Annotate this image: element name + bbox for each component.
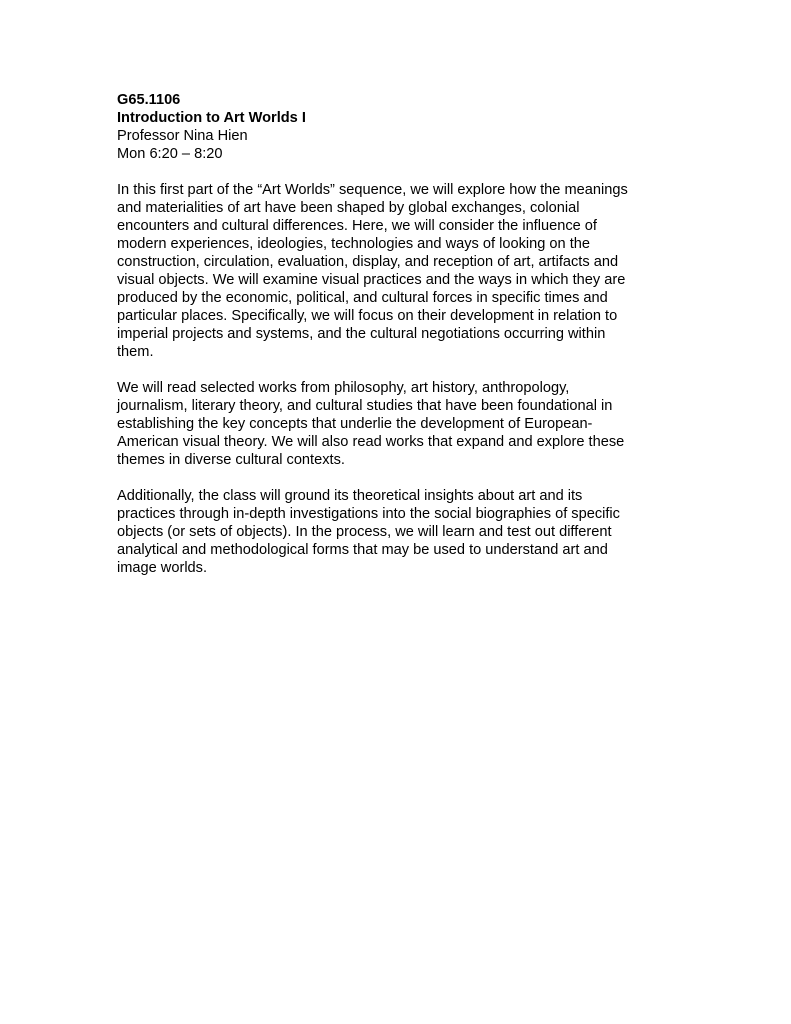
class-schedule: Mon 6:20 – 8:20 [117, 146, 223, 162]
paragraph-line: In this first part of the “Art Worlds” sequence, we will explore how the meanings [117, 182, 628, 198]
paragraph-line: encounters and cultural differences. Here, we will consider the influence of [117, 218, 597, 234]
paragraph-line: American visual theory. We will also read works that expand and explore these [117, 434, 625, 450]
paragraph-line: We will read selected works from philosophy, art history, anthropology, [117, 380, 570, 396]
paragraph-line: themes in diverse cultural contexts. [117, 452, 345, 468]
paragraph-line: objects (or sets of objects). In the process, we will learn and test out different [117, 524, 612, 540]
paragraph-line: them. [117, 344, 154, 360]
paragraph-line: and materialities of art have been shaped by global exchanges, colonial [117, 200, 580, 216]
professor-name: Professor Nina Hien [117, 128, 248, 144]
course-header [117, 91, 657, 163]
paragraph-line: Additionally, the class will ground its theoretical insights about art and its [117, 488, 583, 504]
paragraph-line: produced by the economic, political, and cultural forces in specific times and [117, 290, 608, 306]
paragraph-line: particular places. Specifically, we will focus on their development in relation to [117, 308, 618, 324]
paragraph-readings [117, 379, 657, 469]
paragraph-line: imperial projects and systems, and the cultural negotiations occurring within [117, 326, 606, 342]
paragraph-line: practices through in-depth investigations into the social biographies of specific [117, 506, 620, 522]
paragraph-methods [117, 487, 657, 577]
paragraph-line: modern experiences, ideologies, technologies and ways of looking on the [117, 236, 590, 252]
paragraph-line: establishing the key concepts that underlie the development of European- [117, 416, 593, 432]
paragraph-line: image worlds. [117, 560, 208, 576]
course-title: Introduction to Art Worlds I [117, 110, 306, 126]
paragraph-line: analytical and methodological forms that may be used to understand art and [117, 542, 608, 558]
document-page [117, 91, 657, 577]
paragraph-line: construction, circulation, evaluation, display, and reception of art, artifacts and [117, 254, 619, 270]
course-code: G65.1106 [117, 92, 181, 108]
paragraph-line: journalism, literary theory, and cultural studies that have been foundational in [117, 398, 613, 414]
paragraph-line: visual objects. We will examine visual practices and the ways in which they are [117, 272, 626, 288]
paragraph-course-overview [117, 181, 657, 361]
